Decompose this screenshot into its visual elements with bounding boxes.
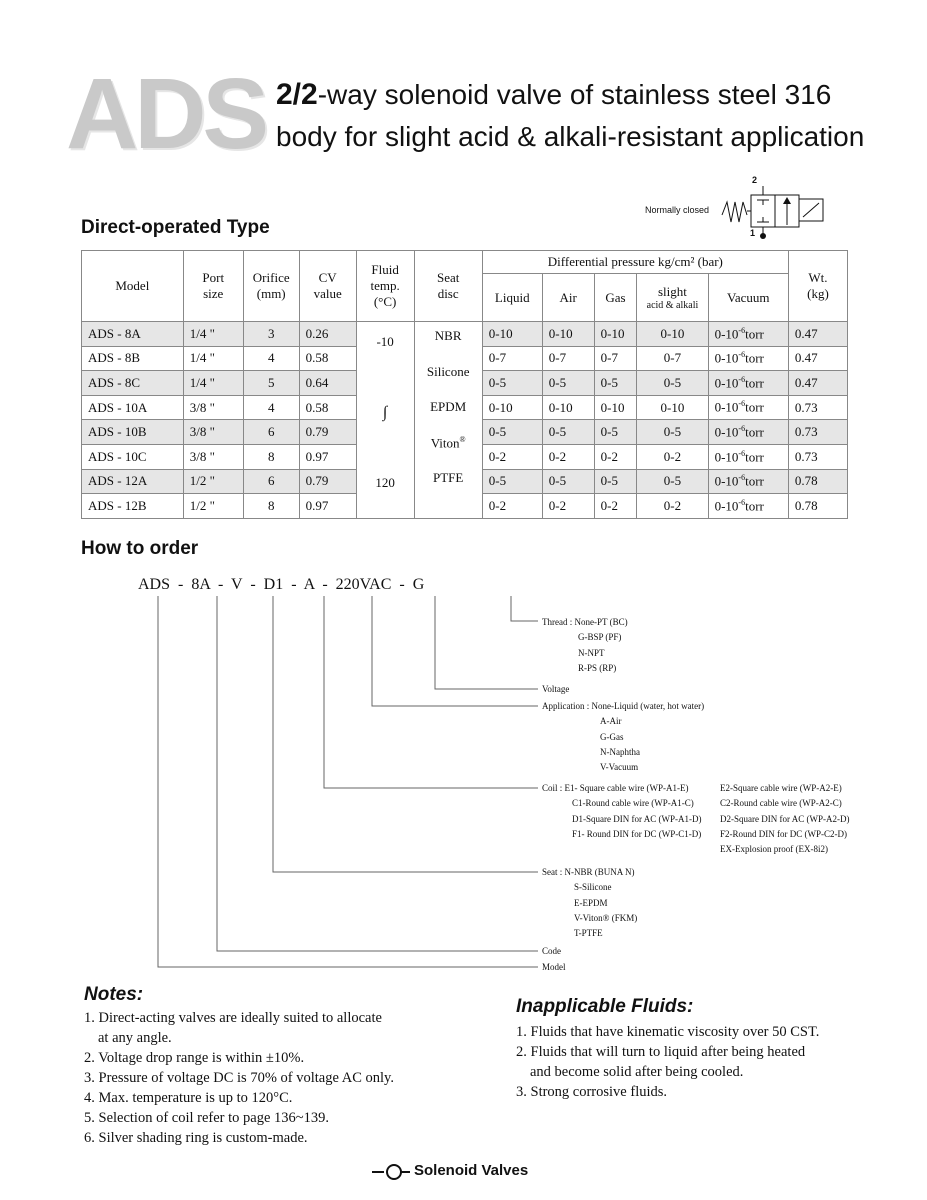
cell-orifice: 8: [243, 494, 299, 519]
footer-brand: Solenoid Valves: [414, 1162, 529, 1179]
symbol-port-bottom: 1: [750, 228, 756, 238]
cell-weight: 0.78: [788, 494, 847, 519]
cell-cv: 0.79: [299, 469, 356, 494]
header-seat-disc: Seat disc: [414, 251, 482, 322]
cell-weight: 0.73: [788, 420, 847, 445]
title-bold: 2/2: [276, 78, 318, 111]
cell-air: 0-2: [542, 444, 594, 469]
cell-air: 0-5: [542, 420, 594, 445]
cell-port: 1/2 ": [183, 494, 243, 519]
cell-gas: 0-5: [594, 371, 637, 396]
cell-orifice: 3: [243, 322, 299, 347]
cell-vacuum: $0-10^{-6}torr$: [708, 395, 788, 420]
order-thread: Thread : None-PT (BC) G-BSP (PF) N-NPT R-PS (RP): [542, 617, 628, 673]
cell-vacuum: $0-10^{-6}torr$: [708, 494, 788, 519]
cell-liquid: 0-5: [482, 420, 542, 445]
cell-gas: 0-10: [594, 395, 637, 420]
cell-air: 0-10: [542, 322, 594, 347]
cell-liquid: 0-10: [482, 322, 542, 347]
cell-air: 0-5: [542, 469, 594, 494]
cell-gas: 0-5: [594, 469, 637, 494]
order-seat: Seat : N-NBR (BUNA N) S-Silicone E-EPDM V-Viton® (FKM) T-PTFE: [542, 867, 638, 939]
seat-silicone: Silicone: [426, 364, 470, 379]
order-coil-left: Coil : E1- Square cable wire (WP-A1-E) C1-Round cable wire (WP-A1-C) D1-Square DIN for AC (WP-A1-D) F1- Round DIN for DC (WP-C1-D): [542, 783, 702, 839]
cell-orifice: 8: [243, 444, 299, 469]
cell-port: 1/4 ": [183, 322, 243, 347]
cell-acid: 0-10: [637, 395, 708, 420]
inapplicable-list: 1. Fluids that have kinematic viscosity over 50 CST. 2. Fluids that will turn to liquid after being heated and become solid after being cooled. 3. Strong corrosive fluids.: [516, 1024, 820, 1100]
cell-orifice: 5: [243, 371, 299, 396]
cell-orifice: 6: [243, 420, 299, 445]
order-model-label: Model: [542, 962, 566, 972]
cell-orifice: 4: [243, 346, 299, 371]
order-code-label: Code: [542, 946, 561, 956]
cell-model: ADS - 12B: [82, 494, 184, 519]
cell-weight: 0.73: [788, 444, 847, 469]
cell-air: 0-7: [542, 346, 594, 371]
cell-gas: 0-10: [594, 322, 637, 347]
title-rest: -way solenoid valve of stainless steel 316: [317, 79, 832, 110]
cell-acid: 0-5: [637, 371, 708, 396]
page-title-line2: body for slight acid & alkali-resistant application: [276, 121, 865, 152]
cell-weight: 0.47: [788, 346, 847, 371]
cell-liquid: 0-2: [482, 444, 542, 469]
cell-vacuum: $0-10^{-6}torr$: [708, 371, 788, 396]
cell-model: ADS - 10C: [82, 444, 184, 469]
cell-vacuum: $0-10^{-6}torr$: [708, 346, 788, 371]
cell-cv: 0.97: [299, 494, 356, 519]
symbol-port-top: 2: [752, 175, 758, 185]
section-title: Direct-operated Type: [81, 217, 270, 238]
cell-model: ADS - 8B: [82, 346, 184, 371]
cell-model: ADS - 10B: [82, 420, 184, 445]
seat-nbr: NBR: [434, 328, 462, 343]
symbol-caption: Normally closed: [645, 205, 710, 215]
cell-vacuum: $0-10^{-6}torr$: [708, 469, 788, 494]
cell-vacuum: $0-10^{-6}torr$: [708, 322, 788, 347]
cell-port: 3/8 ": [183, 395, 243, 420]
cell-liquid: 0-5: [482, 371, 542, 396]
cell-model: ADS - 8A: [82, 322, 184, 347]
cell-orifice: 6: [243, 469, 299, 494]
header-port: Port size: [183, 251, 243, 322]
inapplicable-title: Inapplicable Fluids:: [516, 996, 694, 1017]
cell-air: 0-5: [542, 371, 594, 396]
fluid-temp-max: 120: [375, 475, 395, 490]
cell-model: ADS - 8C: [82, 371, 184, 396]
header-model: Model: [82, 251, 184, 322]
order-title: How to order: [81, 538, 199, 559]
cell-model: ADS - 12A: [82, 469, 184, 494]
cell-cv: 0.97: [299, 444, 356, 469]
cell-weight: 0.47: [788, 322, 847, 347]
cell-liquid: 0-10: [482, 395, 542, 420]
cell-acid: 0-2: [637, 444, 708, 469]
header-orifice: Orifice (mm): [243, 251, 299, 322]
cell-port: 1/4 ": [183, 346, 243, 371]
seat-ptfe: PTFE: [433, 470, 464, 485]
cell-gas: 0-2: [594, 444, 637, 469]
cell-acid: 0-2: [637, 494, 708, 519]
fluid-temp-min: -10: [376, 334, 394, 349]
cell-cv: 0.26: [299, 322, 356, 347]
cell-cv: 0.58: [299, 346, 356, 371]
cell-port: 3/8 ": [183, 420, 243, 445]
cell-weight: 0.47: [788, 371, 847, 396]
cell-port: 3/8 ": [183, 444, 243, 469]
header-slight-acid: slight acid & alkali: [637, 274, 708, 322]
header-diff-pressure: Differential pressure kg/cm² (bar): [482, 251, 788, 274]
cell-air: 0-10: [542, 395, 594, 420]
cell-gas: 0-5: [594, 420, 637, 445]
order-coil-right: E2-Square cable wire (WP-A2-E) C2-Round cable wire (WP-A2-C) D2-Square DIN for AC (WP-A2-D) F2-Round DIN for DC (WP-C2-D) EX-Explosion proof (EX-8i2): [720, 783, 850, 855]
header-fluid-temp: Fluid temp. (°C): [356, 251, 414, 322]
cell-air: 0-2: [542, 494, 594, 519]
cell-acid: 0-7: [637, 346, 708, 371]
cell-port: 1/4 ": [183, 371, 243, 396]
header-weight: Wt. (kg): [788, 251, 847, 322]
cell-vacuum: $0-10^{-6}torr$: [708, 420, 788, 445]
header-liquid: Liquid: [482, 274, 542, 322]
cell-weight: 0.78: [788, 469, 847, 494]
seat-epdm: EPDM: [430, 399, 467, 414]
cell-orifice: 4: [243, 395, 299, 420]
header-vacuum: Vacuum: [708, 274, 788, 322]
cell-port: 1/2 ": [183, 469, 243, 494]
ads-logo: ADS: [66, 58, 266, 170]
header-cv: CV value: [299, 251, 356, 322]
cell-acid: 0-5: [637, 469, 708, 494]
order-code: ADS - 8A - V - D1 - A - 220VAC - G: [138, 576, 425, 593]
cell-gas: 0-7: [594, 346, 637, 371]
cell-liquid: 0-7: [482, 346, 542, 371]
header-air: Air: [542, 274, 594, 322]
cell-cv: 0.64: [299, 371, 356, 396]
cell-cv: 0.58: [299, 395, 356, 420]
fluid-temp-sep: ∫: [382, 404, 388, 421]
cell-cv: 0.79: [299, 420, 356, 445]
header-gas: Gas: [594, 274, 637, 322]
cell-acid: 0-10: [637, 322, 708, 347]
notes-title: Notes:: [84, 984, 144, 1005]
seat-viton: Viton®: [430, 435, 466, 451]
order-voltage: Voltage: [542, 684, 570, 694]
cell-acid: 0-5: [637, 420, 708, 445]
cell-weight: 0.73: [788, 395, 847, 420]
cell-liquid: 0-2: [482, 494, 542, 519]
cell-vacuum: $0-10^{-6}torr$: [708, 444, 788, 469]
cell-liquid: 0-5: [482, 469, 542, 494]
notes-list: 1. Direct-acting valves are ideally suited to allocate at any angle. 2. Voltage drop range is within ±10%. 3. Pressure of voltage DC is 70% of voltage AC only. 4. Max. temperature is up to 120°C. 5. Selection of coil refer to page 136~139. 6. Silver shading ring is custom-made.: [84, 1010, 394, 1146]
cell-model: ADS - 10A: [82, 395, 184, 420]
cell-gas: 0-2: [594, 494, 637, 519]
order-application: Application : None-Liquid (water, hot water) A-Air G-Gas N-Naphtha V-Vacuum: [542, 701, 705, 773]
